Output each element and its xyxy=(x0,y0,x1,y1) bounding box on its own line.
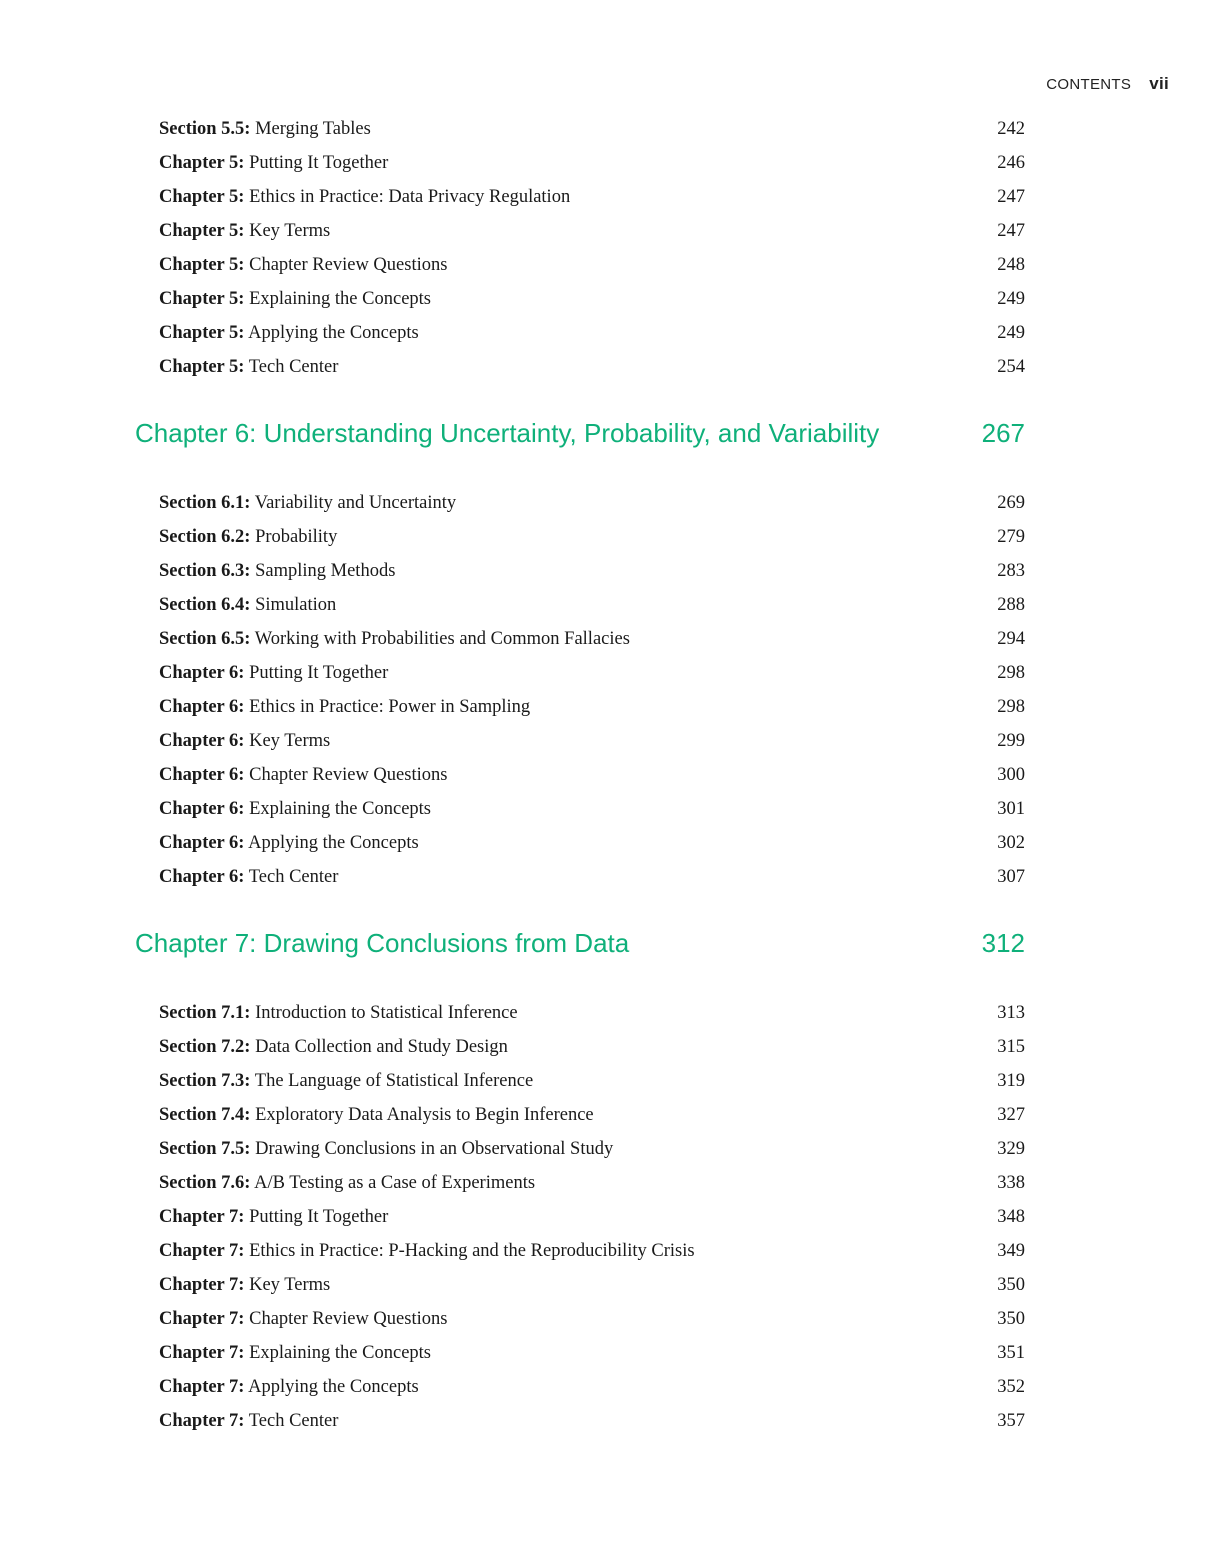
toc-entry[interactable] xyxy=(0,1268,1224,1302)
chapter-page-number: 312 xyxy=(981,928,1025,958)
chapter-title: Chapter 6: Understanding Uncertainty, Probability, and Variability xyxy=(135,418,880,448)
entry-prefix: Section 5.5: xyxy=(159,119,251,139)
entry-title: Applying the Concepts xyxy=(248,833,419,853)
toc-entry[interactable] xyxy=(0,1370,1224,1404)
entry-title: Merging Tables xyxy=(255,119,371,139)
entry-page-number: 294 xyxy=(997,629,1025,649)
entry-label xyxy=(159,1166,535,1200)
entry-label xyxy=(159,690,530,724)
entry-label xyxy=(159,486,456,520)
entry-page-number: 307 xyxy=(997,867,1025,887)
entry-page-number: 357 xyxy=(997,1411,1025,1431)
entry-prefix: Section 6.4: xyxy=(159,595,251,615)
entry-label xyxy=(159,350,338,384)
running-title: CONTENTS xyxy=(1046,76,1132,93)
entry-label xyxy=(159,1370,419,1404)
toc-entry[interactable] xyxy=(0,1200,1224,1234)
toc-entry[interactable] xyxy=(0,282,1224,316)
entry-title: Variability and Uncertainty xyxy=(254,493,457,513)
toc-entry[interactable] xyxy=(0,656,1224,690)
entry-prefix: Chapter 5: xyxy=(159,221,245,241)
entry-title: A/B Testing as a Case of Experiments xyxy=(254,1173,536,1193)
entry-prefix: Chapter 6: xyxy=(159,799,245,819)
entry-prefix: Chapter 7: xyxy=(159,1207,245,1227)
toc-entry[interactable] xyxy=(0,520,1224,554)
entry-page-number: 283 xyxy=(997,561,1025,581)
entry-page-number: 298 xyxy=(997,697,1025,717)
entry-page-number: 254 xyxy=(997,357,1025,377)
toc-entry[interactable] xyxy=(0,588,1224,622)
entry-label xyxy=(159,146,388,180)
entry-title: Drawing Conclusions in an Observational Study xyxy=(255,1139,614,1159)
entry-title: Data Collection and Study Design xyxy=(255,1037,508,1057)
toc-entry[interactable] xyxy=(0,214,1224,248)
entry-title: Applying the Concepts xyxy=(248,1377,419,1397)
entry-page-number: 319 xyxy=(997,1071,1025,1091)
entry-page-number: 300 xyxy=(997,765,1025,785)
entry-prefix: Chapter 7: xyxy=(159,1241,245,1261)
entry-label xyxy=(159,248,447,282)
entry-label xyxy=(159,792,431,826)
toc-entry[interactable] xyxy=(0,1132,1224,1166)
running-head xyxy=(1046,74,1169,94)
entry-prefix: Chapter 7: xyxy=(159,1343,245,1363)
entry-page-number: 350 xyxy=(997,1309,1025,1329)
entry-title: Tech Center xyxy=(248,1411,339,1431)
entry-page-number: 302 xyxy=(997,833,1025,853)
entry-title: Key Terms xyxy=(249,221,331,241)
entry-prefix: Section 6.5: xyxy=(159,629,251,649)
entry-title: Key Terms xyxy=(249,731,331,751)
entry-prefix: Section 7.3: xyxy=(159,1071,251,1091)
entry-page-number: 351 xyxy=(997,1343,1025,1363)
entry-prefix: Chapter 6: xyxy=(159,833,245,853)
entry-page-number: 348 xyxy=(997,1207,1025,1227)
entry-title: Chapter Review Questions xyxy=(249,255,448,275)
entry-title: Putting It Together xyxy=(249,153,389,173)
entry-label xyxy=(159,1268,330,1302)
entry-page-number: 299 xyxy=(997,731,1025,751)
entry-label xyxy=(159,1234,695,1268)
toc-entry[interactable] xyxy=(0,792,1224,826)
entry-page-number: 349 xyxy=(997,1241,1025,1261)
entry-prefix: Chapter 5: xyxy=(159,153,245,173)
entry-label xyxy=(159,758,447,792)
entry-prefix: Chapter 5: xyxy=(159,255,245,275)
entry-page-number: 301 xyxy=(997,799,1025,819)
table-of-contents xyxy=(0,112,1224,1438)
entry-prefix: Chapter 5: xyxy=(159,357,245,377)
toc-entry[interactable] xyxy=(0,180,1224,214)
entry-label xyxy=(159,826,419,860)
entry-title: Ethics in Practice: Power in Sampling xyxy=(249,697,531,717)
entry-label xyxy=(159,1098,594,1132)
entry-page-number: 279 xyxy=(997,527,1025,547)
chapter-title: Chapter 7: Drawing Conclusions from Data xyxy=(135,928,630,958)
entry-title: Ethics in Practice: P-Hacking and the Reproducibility Crisis xyxy=(249,1241,695,1261)
toc-entry[interactable] xyxy=(0,316,1224,350)
entry-label xyxy=(159,554,395,588)
toc-entry[interactable] xyxy=(0,860,1224,894)
entry-page-number: 338 xyxy=(997,1173,1025,1193)
entry-prefix: Section 7.2: xyxy=(159,1037,251,1057)
toc-entry[interactable] xyxy=(0,1302,1224,1336)
entry-title: Chapter Review Questions xyxy=(249,765,448,785)
entry-prefix: Chapter 6: xyxy=(159,731,245,751)
toc-entry[interactable] xyxy=(0,758,1224,792)
entry-page-number: 247 xyxy=(997,221,1025,241)
entry-prefix: Chapter 6: xyxy=(159,663,245,683)
entry-prefix: Section 6.1: xyxy=(159,493,251,513)
entry-title: Introduction to Statistical Inference xyxy=(255,1003,518,1023)
toc-entry[interactable] xyxy=(0,1404,1224,1438)
entry-title: Ethics in Practice: Data Privacy Regulation xyxy=(249,187,571,207)
entry-page-number: 315 xyxy=(997,1037,1025,1057)
entry-prefix: Chapter 6: xyxy=(159,867,245,887)
entry-label xyxy=(159,1030,508,1064)
entry-label xyxy=(159,520,337,554)
entry-prefix: Chapter 5: xyxy=(159,323,245,343)
entry-title: Tech Center xyxy=(248,867,339,887)
toc-entry[interactable] xyxy=(0,996,1224,1030)
entry-label xyxy=(159,724,330,758)
toc-entry[interactable] xyxy=(0,554,1224,588)
entry-page-number: 350 xyxy=(997,1275,1025,1295)
entry-title: Tech Center xyxy=(248,357,339,377)
entry-page-number: 242 xyxy=(997,119,1025,139)
entry-label xyxy=(159,1064,533,1098)
entry-title: Applying the Concepts xyxy=(248,323,419,343)
entry-label xyxy=(159,282,431,316)
toc-entry[interactable] xyxy=(0,622,1224,656)
entry-title: Key Terms xyxy=(249,1275,331,1295)
entry-title: Putting It Together xyxy=(249,1207,389,1227)
entry-title: Explaining the Concepts xyxy=(249,289,431,309)
entry-label xyxy=(159,1336,431,1370)
entry-page-number: 329 xyxy=(997,1139,1025,1159)
entry-page-number: 327 xyxy=(997,1105,1025,1125)
toc-entry[interactable] xyxy=(0,1098,1224,1132)
entry-page-number: 249 xyxy=(997,289,1025,309)
entry-page-number: 313 xyxy=(997,1003,1025,1023)
entry-label xyxy=(159,316,419,350)
entry-prefix: Chapter 5: xyxy=(159,187,245,207)
toc-entry[interactable] xyxy=(0,350,1224,384)
entry-label xyxy=(159,656,388,690)
chapter-heading[interactable] xyxy=(0,918,1224,988)
entry-label xyxy=(159,860,338,894)
entry-title: The Language of Statistical Inference xyxy=(254,1071,534,1091)
entry-title: Simulation xyxy=(255,595,337,615)
toc-entry[interactable] xyxy=(0,724,1224,758)
entry-title: Exploratory Data Analysis to Begin Inference xyxy=(255,1105,594,1125)
toc-entry[interactable] xyxy=(0,1030,1224,1064)
entry-title: Chapter Review Questions xyxy=(249,1309,448,1329)
entry-label xyxy=(159,214,330,248)
entry-label xyxy=(159,996,518,1030)
entry-label xyxy=(159,588,336,622)
entry-prefix: Chapter 6: xyxy=(159,765,245,785)
toc-entry[interactable] xyxy=(0,248,1224,282)
entry-prefix: Chapter 7: xyxy=(159,1309,245,1329)
entry-title: Sampling Methods xyxy=(255,561,396,581)
entry-page-number: 246 xyxy=(997,153,1025,173)
entry-page-number: 269 xyxy=(997,493,1025,513)
page-number: vii xyxy=(1149,74,1169,93)
entry-prefix: Section 6.2: xyxy=(159,527,251,547)
entry-page-number: 352 xyxy=(997,1377,1025,1397)
entry-title: Working with Probabilities and Common Fallacies xyxy=(254,629,630,649)
toc-entry[interactable] xyxy=(0,146,1224,180)
entry-label xyxy=(159,1132,613,1166)
entry-prefix: Chapter 7: xyxy=(159,1377,245,1397)
toc-entry[interactable] xyxy=(0,1166,1224,1200)
entry-label xyxy=(159,622,630,656)
entry-page-number: 248 xyxy=(997,255,1025,275)
entry-prefix: Chapter 7: xyxy=(159,1411,245,1431)
toc-entry[interactable] xyxy=(0,826,1224,860)
entry-title: Probability xyxy=(255,527,338,547)
toc-entry[interactable] xyxy=(0,112,1224,146)
toc-entry[interactable] xyxy=(0,1064,1224,1098)
entry-prefix: Chapter 5: xyxy=(159,289,245,309)
toc-entry[interactable] xyxy=(0,1336,1224,1370)
toc-entry[interactable] xyxy=(0,690,1224,724)
chapter-heading[interactable] xyxy=(0,408,1224,478)
entry-label xyxy=(159,112,371,146)
entry-prefix: Section 7.1: xyxy=(159,1003,251,1023)
entry-prefix: Section 6.3: xyxy=(159,561,251,581)
toc-entry[interactable] xyxy=(0,486,1224,520)
entry-label xyxy=(159,1404,338,1438)
entry-page-number: 298 xyxy=(997,663,1025,683)
entry-title: Explaining the Concepts xyxy=(249,1343,431,1363)
entry-prefix: Chapter 6: xyxy=(159,697,245,717)
entry-prefix: Section 7.4: xyxy=(159,1105,251,1125)
chapter-page-number: 267 xyxy=(981,418,1025,448)
entry-page-number: 249 xyxy=(997,323,1025,343)
entry-label xyxy=(159,180,570,214)
entry-label xyxy=(159,1200,388,1234)
entry-page-number: 247 xyxy=(997,187,1025,207)
entry-label xyxy=(159,1302,447,1336)
entry-page-number: 288 xyxy=(997,595,1025,615)
entry-prefix: Chapter 7: xyxy=(159,1275,245,1295)
toc-entry[interactable] xyxy=(0,1234,1224,1268)
entry-title: Explaining the Concepts xyxy=(249,799,431,819)
entry-prefix: Section 7.6: xyxy=(159,1173,251,1193)
entry-title: Putting It Together xyxy=(249,663,389,683)
entry-prefix: Section 7.5: xyxy=(159,1139,251,1159)
